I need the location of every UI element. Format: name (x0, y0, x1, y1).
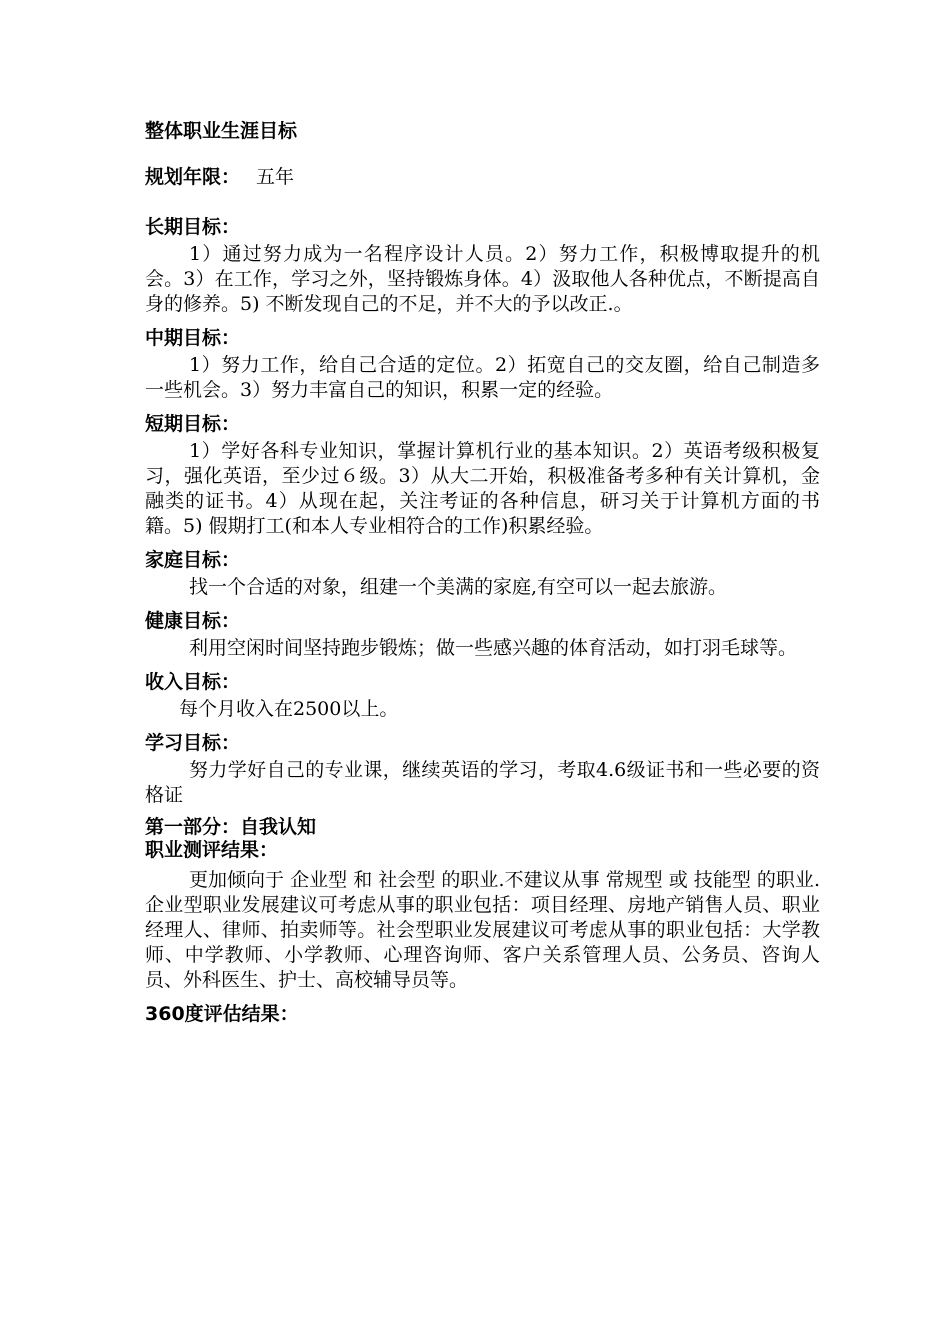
eval360-heading: 360度评估结果： (145, 1003, 299, 1025)
family-text: 找一个合适的对象，组建一个美满的家庭,有空可以一起去旅游。 (189, 576, 728, 598)
mid-term-text: 1）努力工作，给自己合适的定位。2）拓宽自己的交友圈，给自己制造多一些机会。3）努力丰富自己的知识，积累一定的经验。 (145, 354, 820, 401)
study-heading: 学习目标： (145, 732, 241, 754)
income-text: 每个月收入在2500以上。 (179, 698, 399, 720)
health-text: 利用空闲时间坚持跑步锻炼；做一些感兴趣的体育活动，如打羽毛球等。 (189, 637, 798, 659)
assessment-heading: 职业测评结果： (145, 839, 279, 861)
plan-duration-value: 五年 (256, 166, 295, 188)
mid-term-heading: 中期目标： (145, 327, 241, 349)
long-term-text: 1）通过努力成为一名程序设计人员。2）努力工作，积极博取提升的机会。3）在工作，学习之外，坚持锻炼身体。4）汲取他人各种优点，不断提高自身的修养。5) 不断发现自己的不足，并不大的予以改正.。 (145, 243, 820, 315)
plan-duration-row (145, 164, 820, 192)
plan-duration-label: 规划年限： (145, 166, 241, 188)
assessment-text: 更加倾向于 企业型 和 社会型 的职业.不建议从事 常规型 或 技能型 的职业.企业型职业发展建议可考虑从事的职业包括：项目经理、房地产销售人员、职业经理人、律师、拍卖师等。社会型职业发展建议可考虑从事的职业包括：大学教师、中学教师、小学教师、心理咨询师、客户关系管理人员、公务员、咨询人员、外科医生、护士、高校辅导员等。 (145, 869, 820, 991)
study-text: 努力学好自己的专业课，继续英语的学习，考取4.6级证书和一些必要的资格证 (145, 759, 820, 806)
income-heading: 收入目标： (145, 671, 241, 693)
document-page (145, 118, 820, 1029)
document-title: 整体职业生涯目标 (145, 120, 298, 142)
family-heading: 家庭目标： (145, 549, 241, 571)
short-term-text: 1）学好各科专业知识，掌握计算机行业的基本知识。2）英语考级积极复习，强化英语，至少过６级。3）从大二开始，积极准备考多种有关计算机，金融类的证书。4）从现在起，关注考证的各种信息，研习关于计算机方面的书籍。5) 假期打工(和本人专业相符合的工作)积累经验。 (145, 440, 820, 537)
long-term-heading: 长期目标： (145, 216, 241, 238)
part1-heading: 第一部分：自我认知 (145, 816, 317, 838)
health-heading: 健康目标： (145, 610, 241, 632)
short-term-heading: 短期目标： (145, 413, 241, 435)
